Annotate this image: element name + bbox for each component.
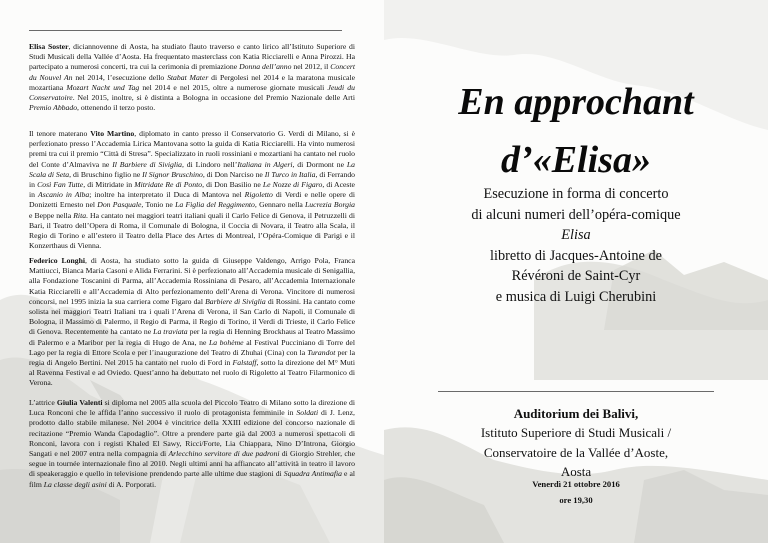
venue-line: Conservatoire de la Vallée d’Aoste, xyxy=(483,444,669,460)
bio-federico-longhi: Federico Longhi, di Aosta, ha studiato sotto la guida di Giuseppe Valdengo, Arrigo Pola, Franca Mattiucci, Bianca Maria Casoni e Alida Ferrarini. Si è perfezionato all’Accademia musicale di Senigallia, alla Fondazione Toscanini di Parma, all’Accademia Rossiniana di Pesaro, all’Accademia Internazionale Katia Ricciarelli e all’Accademia di Alto perfezionamento dell’Arena di Verona. Vincitore di numerosi concorsi, nel 1995 inizia la sua carriera come Figaro dal Barbiere di Siviglia di Rossini. Ha cantato come solista nei maggiori Teatri Italiani tra i quali l’Arena di Verona, il San Carlo di Napoli, il Comunale di Bologna, il Massimo di Palermo, il Regio di Parma, il Regio di Torino, il Verdi di Trieste, il Carlo Felice di Genova. Recentemente ha cantato ne La traviata per la regia di Henning Brockhaus al Teatro Massimo di Palermo e a Maribor per la regia di Hugo de Ana, ne La bohème al Festival Pucciniano di Torre del Lago per la regia di Ettore Scola e per l’inaugurazione del Teatro di Zhuhai (Cina) con la Turandot per la regia di Angelo Bertini. Nel 2015 ha cantato nel ruolo di Ford in Falstaff, sotto la direzione del M° Muti al Ravenna Festival e ad Oviedo. Quest’anno ha debuttato nel ruolo di Rigoletto al Teatro Filarmonico di Verona. xyxy=(29,256,355,388)
subtitle-line: Esecuzione in forma di concerto xyxy=(483,186,669,202)
venue-block xyxy=(384,404,768,482)
subtitle-line: Révéroni de Saint-Cyr xyxy=(511,268,641,285)
event-time: ore 19,30 xyxy=(559,495,593,505)
venue-name: Auditorium dei Balivi, xyxy=(513,406,639,421)
bio-vito-martino: Il tenore materano Vito Martino, diplomato in canto presso il Conservatorio G. Verdi di Milano, si è perfezionato presso l’Accademia Lirica Mantovana sotto la guida di Katia Ricciarelli. Ha vinto numerosi premi tra cui il premio “Città di Stresa”. Specializzato in ruoli rossiniani e mozartiani ha cantato nel ruolo del Conte d’Almaviva ne Il Barbiere di Siviglia, di Lindoro nell’Italiana in Algeri, di Dormont ne La Scala di Seta, di Bruschino figlio ne Il Signor Bruschino, di Don Narciso ne Il Turco in Italia, di Ferrando in Così Fan Tutte, di Mitridate in Mitridate Re di Ponto, di Don Basilio ne Le Nozze di Figaro, di Aceste in Ascanio in Alba; inoltre ha interpretato il Duca di Mantova nel Rigoletto di Verdi e nelle opere di Donizetti Ernesto nel Don Pasquale, Tonio ne La Figlia del Reggimento, Gennaro nella Lucrezia Borgia e Beppe nella Rita. Ha cantato nei maggiori teatri italiani quali il Carlo Felice di Genova, il Petruzzelli di Bari, il Teatro dell’Opera di Roma, il Comunale di Bologna, il Coccia di Novara, il Teatro alla Scala, il Regio di Torino e all’estero il Teatro della Place des Artes di Montreal, l’Opéra-Comique di Parigi e il Konzerthaus di Vienna. xyxy=(29,129,356,251)
program-description xyxy=(384,184,768,308)
subtitle-line: di alcuni numeri dell’opéra-comique xyxy=(471,206,681,223)
concert-title-line2: d’«Elisa» xyxy=(501,139,651,181)
right-page xyxy=(384,0,768,543)
bio-giulia-valenti: L’attrice Giulia Valenti si diploma nel 2005 alla scuola del Piccolo Teatro di Milano sotto la direzione di Luca Ronconi che le affida l’anno successivo il ruolo di protagonista femminile in Soldati di J. Lenz, prodotto dallo stabile milanese. Nel 2004 è vincitrice della XXIII edizione del concorso nazionale di recitazione “Premio Wanda Capodaglio”. Oltre a prendere parte già dal 2003 a numerosi spettacoli di Ronconi, lavora con i registi Khaled El Sawy, Ricci/Forte, Lia Chiappara, Nino D’Introna, Giorgio Sangati e nel 2007 entra nella compagnia di Arlecchino servitore di due padroni di Giorgio Strehler, che segue in tournée internazionale fino al 2010. Negli ultimi anni ha affiancato all’attività in teatro il lavoro di speakeraggio e quello in televisione prendendo parte alle ultime due stagioni di Squadra Antimafia e al film La classe degli asini di A. Porporati. xyxy=(29,398,356,489)
opera-name: Elisa xyxy=(561,227,591,244)
top-rule xyxy=(29,30,342,31)
venue-city: Aosta xyxy=(560,464,592,480)
concert-title-line1: En approchant xyxy=(458,81,694,123)
event-date: Venerdì 21 ottobre 2016 xyxy=(532,479,620,489)
subtitle-line: libretto di Jacques-Antoine de xyxy=(490,247,662,264)
venue-rule xyxy=(438,391,714,392)
venue-line: Istituto Superiore di Studi Musicali / xyxy=(480,425,672,441)
bio-elisa-soster: Elisa Soster, diciannovenne di Aosta, ha studiato flauto traverso e canto lirico all’Istituto Superiore di Studi Musicali della Vallée d’Aosta. Ha frequentato masterclass con Katia Ricciarelli e Anna Pirozzi. Ha partecipato a numerosi concerti, tra cui la cerimonia di premiazione Donna dell’anno nel 2012, il Concert du Nouvel An nel 2014, l’esecuzione dello Stabat Mater di Pergolesi nel 2014 e la maratona musicale mozartiana Mozart Nacht und Tag nel 2014 e nel 2015, oltre a numerose giornate musicali Jeudi du Conservatoire. Nel 2015, inoltre, si è distinta a Bologna in occasione del Premio Nazionale delle Arti Premio Abbado, ottenendo il terzo posto. xyxy=(29,42,356,113)
subtitle-line: e musica di Luigi Cherubini xyxy=(495,288,657,305)
